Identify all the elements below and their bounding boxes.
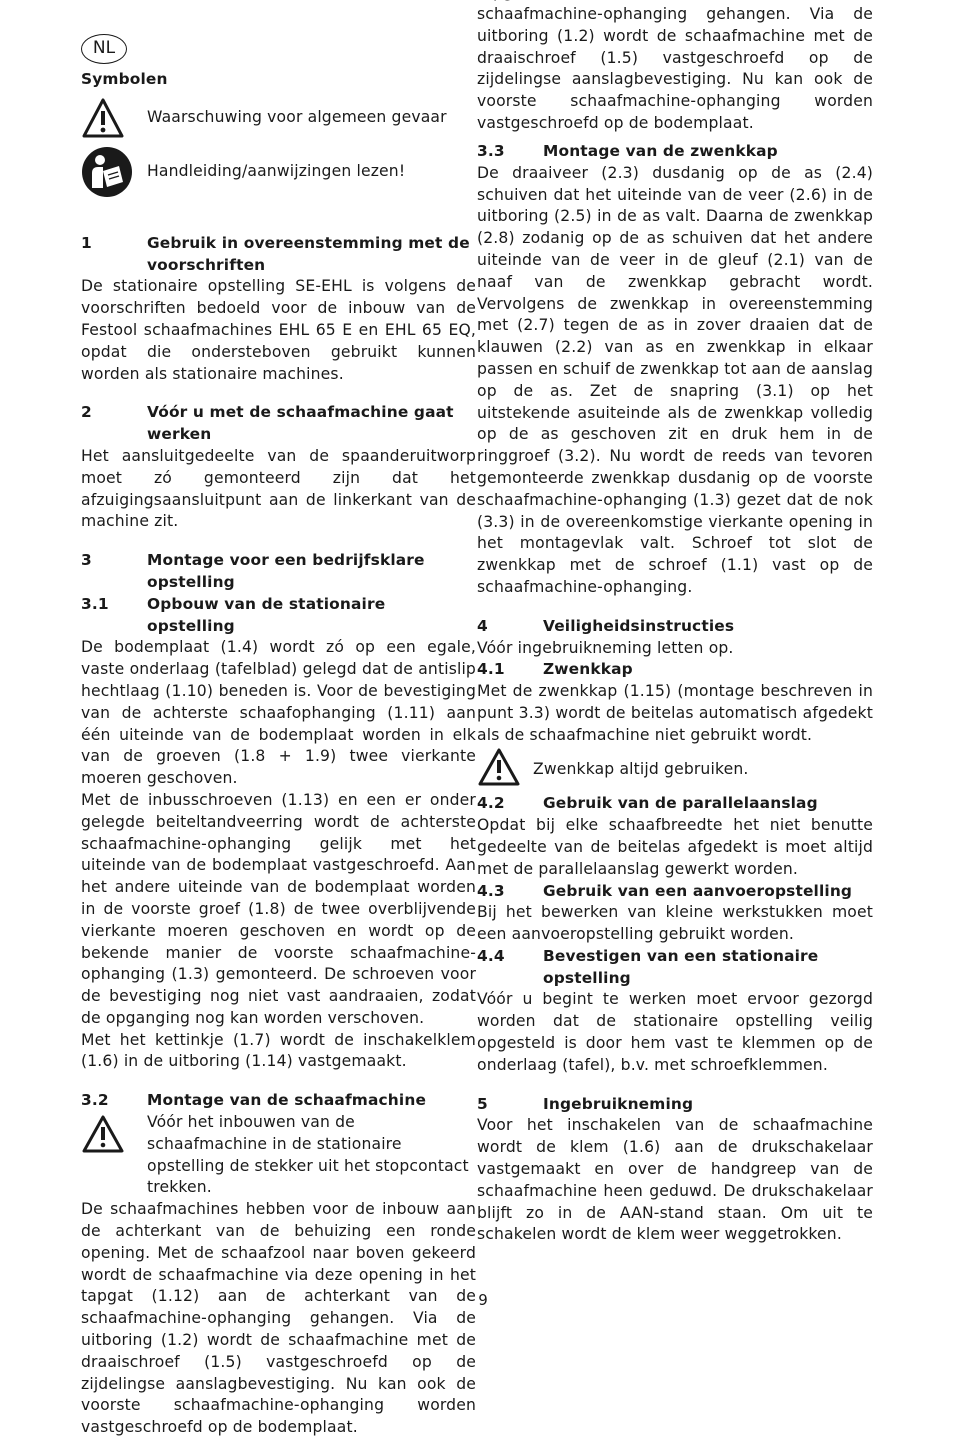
section-1-body: De stationaire opstelling SE-EHL is volgens de voorschriften bedoeld voor de inbouw van de Festool schaafmachines EHL 65 E en EHL 65 EQ, opdat die ondersteboven gebruikt kunnen worden als stationaire machines. (81, 277, 476, 383)
symbol-row-warning (81, 91, 476, 145)
section-3-2-warning-text: Vóór het inbouwen van de schaafmachine in de stationaire opstelling de stekker uit het stopcontact trekken. (147, 1113, 469, 1197)
warning-triangle-icon (81, 1112, 147, 1161)
language-badge: NL (81, 34, 127, 64)
section-2-heading: 2 Vóór u met de schaafmachine gaat werken (81, 403, 454, 444)
section-4-1-body: Met de zwenkkap (1.15) (montage beschreven in punt 3.3) wordt de beitelas automatisch afgedekt als de schaafmachine niet gebruikt wordt. (477, 682, 873, 744)
section-3-2-heading: 3.2 Montage van de schaafmachine (81, 1091, 427, 1110)
section-5-heading: 5 Ingebruikneming (477, 1094, 694, 1113)
symbol-manual-text: Handleiding/aanwijzingen lezen! (147, 161, 406, 180)
section-3-3-body: De draaiveer (2.3) dusdanig op de as (2.4) schuiven dat het uiteinde van de veer (2.6) in de uitboring (2.5) in de as valt. Daarna de zwenkkap (2.8) zodanig op de as schuiven dat het andere uiteinde van de veer in de gleuf (2.1) van de naaf van de zwenkkap gebracht wordt. Vervolgens de zwenkkap in overeenstemming met (2.7) tegen de as in zover draaien dat de klauwen (2.2) van as en zwenkkap in elkaar passen en schuif de zwenkkap tot aan de aanslag op de as. Zet de snapring (3.1) op het uitstekende asuiteinde als de zwenkkap volledig op de as geschoven zit en druk hem in de ringgroef (3.2). Nu wordt de reeds van tevoren gemonteerde zwenkkap dusdanig op de voorste schaafmachine-ophanging (1.3) gezet dat de nok (3.3) in de overeenkomstige vierkante opening in het montagevlak valt. Schroef tot slot de zwenkkap met de schroef (1.1) vast op de schaafmachine-ophanging. (477, 163, 873, 596)
section-3-2-warning (81, 1112, 476, 1199)
section-3-3-heading: 3.3 Montage van de zwenkkap (477, 142, 778, 160)
section-4-4-heading: 4.4 Bevestigen van een stationaire opstelling (477, 946, 819, 987)
warning-triangle-icon (81, 91, 147, 145)
section-5-body: Voor het inschakelen van de schaafmachine wordt de klem (1.6) aan de drukschakelaar vastgemaakt en over de handgreep van de schaafmachine heen geduwd. De drukschakelaar blijft zo in de AAN-stand staan. Om uit te schakelen wordt de klem weer weggetrokken. (477, 1116, 873, 1244)
symbol-warning-text: Waarschuwing voor algemeen gevaar (147, 107, 447, 126)
page-number: 9 (478, 1291, 488, 1309)
section-4-2-body: Opdat bij elke schaafbreedte het niet benutte gedeelte van de beitelas afgedekt is moet altijd met de parallelaanslag gewerkt worden. (477, 816, 873, 878)
section-1-heading: 1 Gebruik in overeenstemming met de voorschriften (81, 233, 470, 274)
read-manual-icon (81, 145, 147, 199)
symbols-heading: Symbolen (81, 70, 168, 88)
section-4-1-warning-text: Zwenkkap altijd gebruiken. (533, 760, 749, 779)
section-4-4-body: Vóór u begint te werken moet ervoor gezorgd worden dat de stationaire opstelling veilig opgesteld is door hem vast te klemmen op de onderlaag (tafel), b.v. met schroefklemmen. (477, 990, 873, 1074)
section-4-heading: 4 Veiligheidsinstructies (477, 616, 735, 635)
section-4-body: Vóór ingebruikneming letten op. (477, 638, 734, 657)
section-2-body: Het aansluitgedeelte van de spaanderuitworp moet zó gemonteerd zijn dat het afzuigingsaansluitpunt aan de linkerkant van de machine zit. (81, 446, 476, 531)
section-3-1-para-2: Met de inbusschroeven (1.13) en een er onder gelegde beiteltandveerring wordt de achterste schaafmachine-ophanging gelijk met het uiteinde van de bodemplaat vastgeschroefd. Aan het andere uiteinde van de bodemplaat worden in de voorste groef (1.8) de twee overblijvende vierkante moeren geschoven en wordt op de bekende manier de voorste schaafmachine-ophanging (1.3) gemonteerd. De schroeven voor de bevestiging nog niet vast aandraaien, zodat de opganging nog kan worden verschoven. (81, 790, 476, 1027)
section-3-1-para-3: Met het kettinkje (1.7) wordt de inschakelklem (1.6) in de uitboring (1.14) vastgemaakt. (81, 1030, 476, 1071)
section-3-1-para-1: De bodemplaat (1.4) wordt zó op een egale, vaste onderlaag (tafelblad) gelegd dat de antislip hechtlaag (1.10) beneden is. Voor de bevestiging van de achterste schaafophanging (1.11) aan één uiteinde van de bodemplaat worden in elk van de groeven (1.8 + 1.9) twee vierkante moeren geschoven. (81, 638, 476, 788)
section-4-2-heading: 4.2 Gebruik van de parallelaanslag (477, 794, 818, 813)
section-4-3-body: Bij het bewerken van kleine werkstukken moet een aanvoeropstelling gebruikt worden. (477, 903, 873, 944)
section-3-2-continuation (477, 4, 873, 134)
section-3-2-body: De schaafmachines hebben voor de inbouw aan de achterkant van de behuizing een ronde opening. Met de schaafzool naar boven gekeerd wordt de schaafmachine via deze opening in het tapgat (1.12) aan de achterkant van de schaafmachine-ophanging gehangen. Via de uitboring (1.2) wordt de schaafmachine met de draaischroef (1.5) vastgeschroefd op de zijdelingse aanslagbevestiging. Nu kan ook de voorste schaafmachine-ophanging worden vastgeschroefd op de bodemplaat. (81, 1200, 476, 1437)
section-3-1-heading: 3.1 Opbouw van de stationaire opstelling (81, 594, 386, 635)
section-4-1-heading: 4.1 Zwenkkap (477, 660, 633, 679)
left-column (81, 69, 476, 1437)
section-4-1-warning (477, 747, 873, 794)
symbol-row-manual (81, 145, 476, 199)
section-3-heading: 3 Montage voor een bedrijfsklare opstelling (81, 551, 425, 591)
warning-triangle-icon (477, 747, 533, 794)
section-3-2-body-cont: schaafmachine-ophanging gehangen. Via de uitboring (1.2) wordt de schaafmachine met de draaischroef (1.5) vastgeschroefd op de zijdelingse aanslagbevestiging. Nu kan ook de voorste schaafmachine-ophanging worden vastgeschroefd op de bodemplaat. (477, 4, 873, 132)
section-4-3-heading: 4.3 Gebruik van een aanvoeropstelling (477, 881, 853, 900)
right-column (477, 4, 873, 1246)
